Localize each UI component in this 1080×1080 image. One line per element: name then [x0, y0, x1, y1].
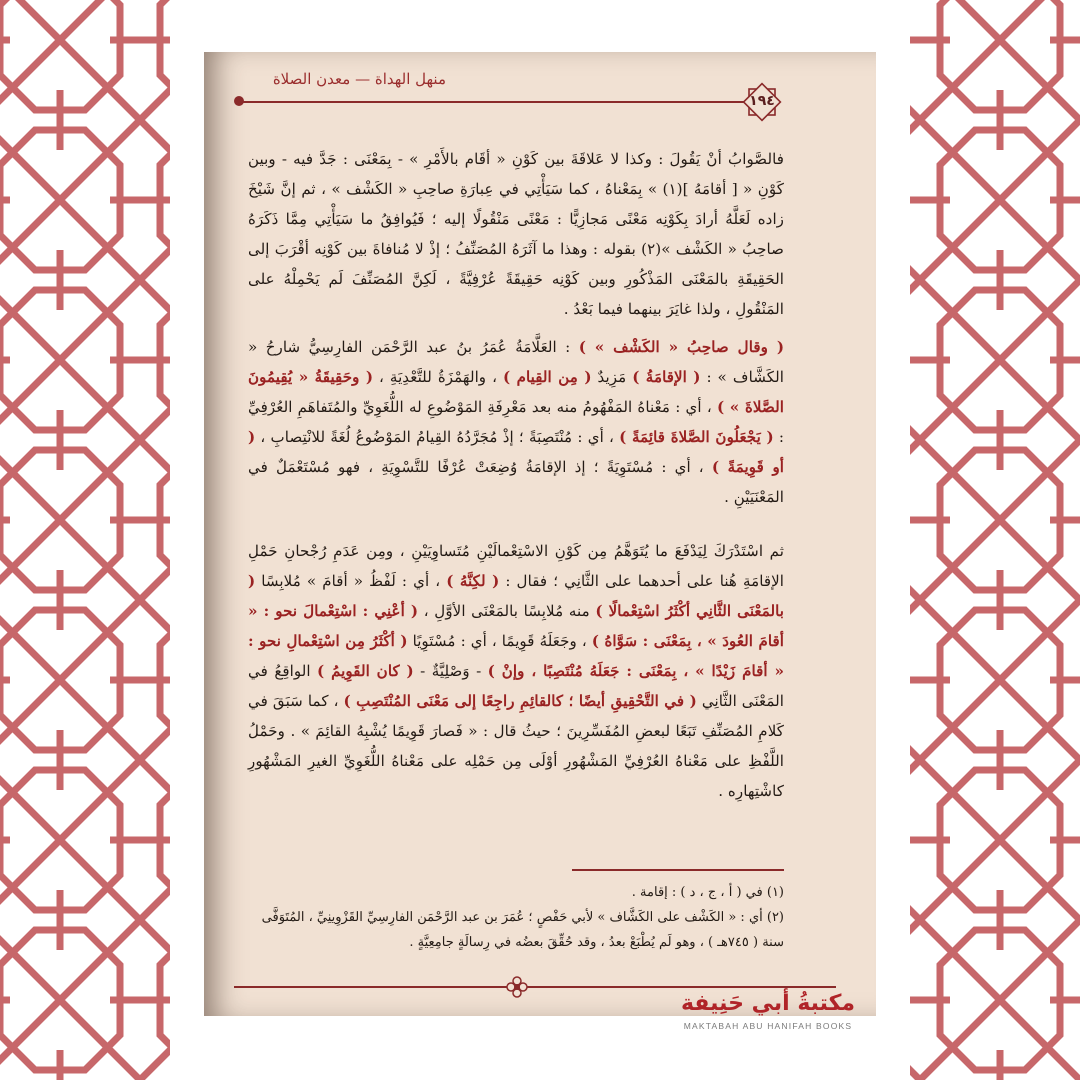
commentary-text: ، أي : مَعْناهُ المَفْهُومُ منه بعد مَعْرِفَةِ المَوْضُوعِ له اللُّغَوِيِّ والمُتَفاهَمِ العُرْفِيِّ :: [248, 398, 785, 446]
flower-ornament-icon: [506, 976, 528, 998]
paragraph-2: [248, 332, 784, 512]
commentary-text: منه مُلابِسًا بالمَعْنَى الأوَّلِ ،: [418, 602, 596, 620]
paragraph-3: [248, 536, 784, 806]
footnote-2: (٢) أي : « الكَشْف على الكَشَّاف » لأبي حَفْصٍ ؛ عُمَرَ بن عبد الرَّحْمَن الفارِسِيِّ القَزْوِينِيِّ ، المُتَوَفَّى سنة ( ٧٤٥هـ ) ، وهو لَم يُطْبَعْ بعدُ ، وقد حُقِّقَ بعضُه في رِسالَةٍ جامِعِيَّةٍ .: [261, 910, 784, 950]
commentary-text: ، أي : مُنْتَصِبَةً ؛ إذْ مُجَرَّدُهُ القِيامُ المَوْضُوعُ لُغَةً للانْتِصابِ ،: [255, 428, 620, 446]
commentary-text: ، وجَعَلَهُ قَوِيمًا ، أي : مُسْتَوِيًا: [407, 632, 592, 650]
book-page: [204, 52, 876, 1016]
page-number-badge: [740, 82, 784, 122]
quoted-matn: ( وحَقِيقَةُ « يُقِيمُونَ الصَّلاةَ » ): [248, 368, 784, 416]
commentary-text: الواقِعُ في المَعْنَى الثَّانِي: [248, 662, 785, 710]
quoted-matn: ( بالمَعْنَى الثَّانِي أكْثَرُ اسْتِعْمالًا ): [248, 572, 784, 620]
quoted-matn: ( أكْثَرُ مِن اسْتِعْمالِ نحو : « أقامَ زَيْدًا » ، بِمَعْنَى : جَعَلَهُ مُنْتَصِبًا ، وإنْ ): [248, 632, 784, 680]
quoted-matn: ( لكِنَّهُ ): [446, 572, 500, 590]
commentary-text: ، والهَمْزَةُ للتَّعْدِيَةِ ،: [373, 368, 503, 386]
quoted-matn: ( كان القَوِيمُ ): [317, 662, 414, 680]
header-ornament-dot: [234, 96, 244, 106]
commentary-text: : العَلَّامَةُ عُمَرُ بنُ عبد الرَّحْمَن الفارِسِيُّ شارحُ « الكَشَّاف » :: [248, 338, 784, 386]
running-title: منهل الهداة — معدن الصلاة: [272, 70, 446, 88]
right-lattice-pattern: [910, 0, 1080, 1080]
commentary-text: ، أي : مُسْتَوِيَةً ؛ إذ الإقامَةُ وُضِعَتْ عُرْفًا للتَّسْوِيَةِ ، فهو مُسْتَعْمَلٌ في المَعْنَيَيْنِ .: [248, 458, 784, 506]
footnote-1: (١) في ( أ ، ج ، د ) : إقامة .: [631, 885, 784, 900]
left-lattice-pattern: [0, 0, 170, 1080]
commentary-text: - وَصْلِيَّةٌ -: [413, 662, 488, 680]
quoted-matn: ( أو قَوِيمَةً ): [248, 428, 784, 476]
logo-english-wordmark: MAKTABAH ABU HANIFAH BOOKS: [683, 1021, 853, 1031]
quoted-matn: ( في التَّحْقِيقِ أيضًا ؛ كالقائِمِ راجِعًا إلى مَعْنَى المُنْتَصِبِ ): [343, 692, 697, 710]
quoted-matn: ( أعْنِي : اسْتِعْمالَ نحو : « أقامَ العُودَ » ، بِمَعْنَى : سَوَّاهُ ): [248, 602, 785, 650]
publisher-logo: [668, 990, 868, 1031]
logo-arabic-wordmark: مكتبةُ أبي حَنِيفة: [680, 991, 856, 1016]
commentary-text: ثم اسْتَدْرَكَ لِيَدْفَعَ ما يُتَوَهَّمُ مِن كَوْنِ الاسْتِعْمالَيْنِ مُتَساوِيَيْنِ ، ومِن عَدَمِ رُجْحانِ حَمْلِ الإقامَةِ هُنا على أحدهما على الثَّانِي ؛ فقال :: [248, 542, 785, 590]
header-rule: [240, 101, 780, 103]
main-text: [248, 144, 784, 806]
footer-rule: [234, 986, 836, 988]
quoted-matn: ( وقال صاحِبُ « الكَشْف » ): [578, 338, 785, 356]
page-number: ١٩٤: [749, 93, 775, 109]
quoted-matn: ( يَجْعَلُونَ الصَّلاةَ قائِمَةً ): [619, 428, 774, 446]
quoted-matn: ( الإقامَةُ ): [632, 368, 701, 386]
footnote-rule: [572, 869, 784, 871]
quoted-matn: ( مِن القِيام ): [502, 368, 592, 386]
footnotes: [248, 880, 784, 955]
commentary-text: مَزِيدٌ: [591, 368, 633, 386]
commentary-text: ، أي : لَفْظُ « أقامَ » مُلابِسًا: [255, 572, 447, 590]
commentary-text: ، كما سَبَقَ في كَلامِ المُصَنِّفِ تَبَعًا لبعضِ المُفَسِّرِينَ ؛ حيثُ قال : « فَصارَ قَوِيمًا يُشْبِهُ القائِمَ » . وحَمْلُ اللَّفْظِ على مَعْناهُ العُرْفِيِّ المَشْهُورِ أوْلَى مِن حَمْلِه على مَعْناهُ اللُّغَوِيِّ الغيرِ المَشْهُورِ كاشْتِهارِه .: [248, 692, 784, 800]
paragraph-1: فالصَّوابُ أنْ يَقُولَ : وكذا لا عَلاقَةَ بين كَوْنِ « أقَام بالأَمْرِ » - بِمَعْنَى : جَدَّ فيه - وبين كَوْنِ « [ أقامَهُ ](١) » بِمَعْناهُ ، كما سَيَأْتِي في عِبارَةِ صاحِبِ « الكَشْف » ، ثم إنَّ شَيْخَ زاده لَعَلَّهُ أرادَ بِكَوْنِه مَعْنًى مَجازِيًّا : مَعْنًى مَنْقُولًا إليه ؛ فَيُوافِقُ ما سَيَأْتِي مِمَّا ذَكَرَهُ صاحِبُ « الكَشْف »(٢) بقوله : وهذا ما آثَرَهُ المُصَنِّفُ ؛ إذْ لا مُنافاةَ بين كَوْنِه أقْرَبَ إلى الحَقِيقَةِ بالمَعْنَى المَذْكُورِ وبين كَوْنِه حَقِيقَةً عُرْفِيَّةً ، لَكِنَّ المُصَنِّفَ لَم يَحْمِلْهُ على المَنْقُولِ ، ولذا غايَرَ بينهما فيما بَعْدُ .: [248, 150, 785, 318]
